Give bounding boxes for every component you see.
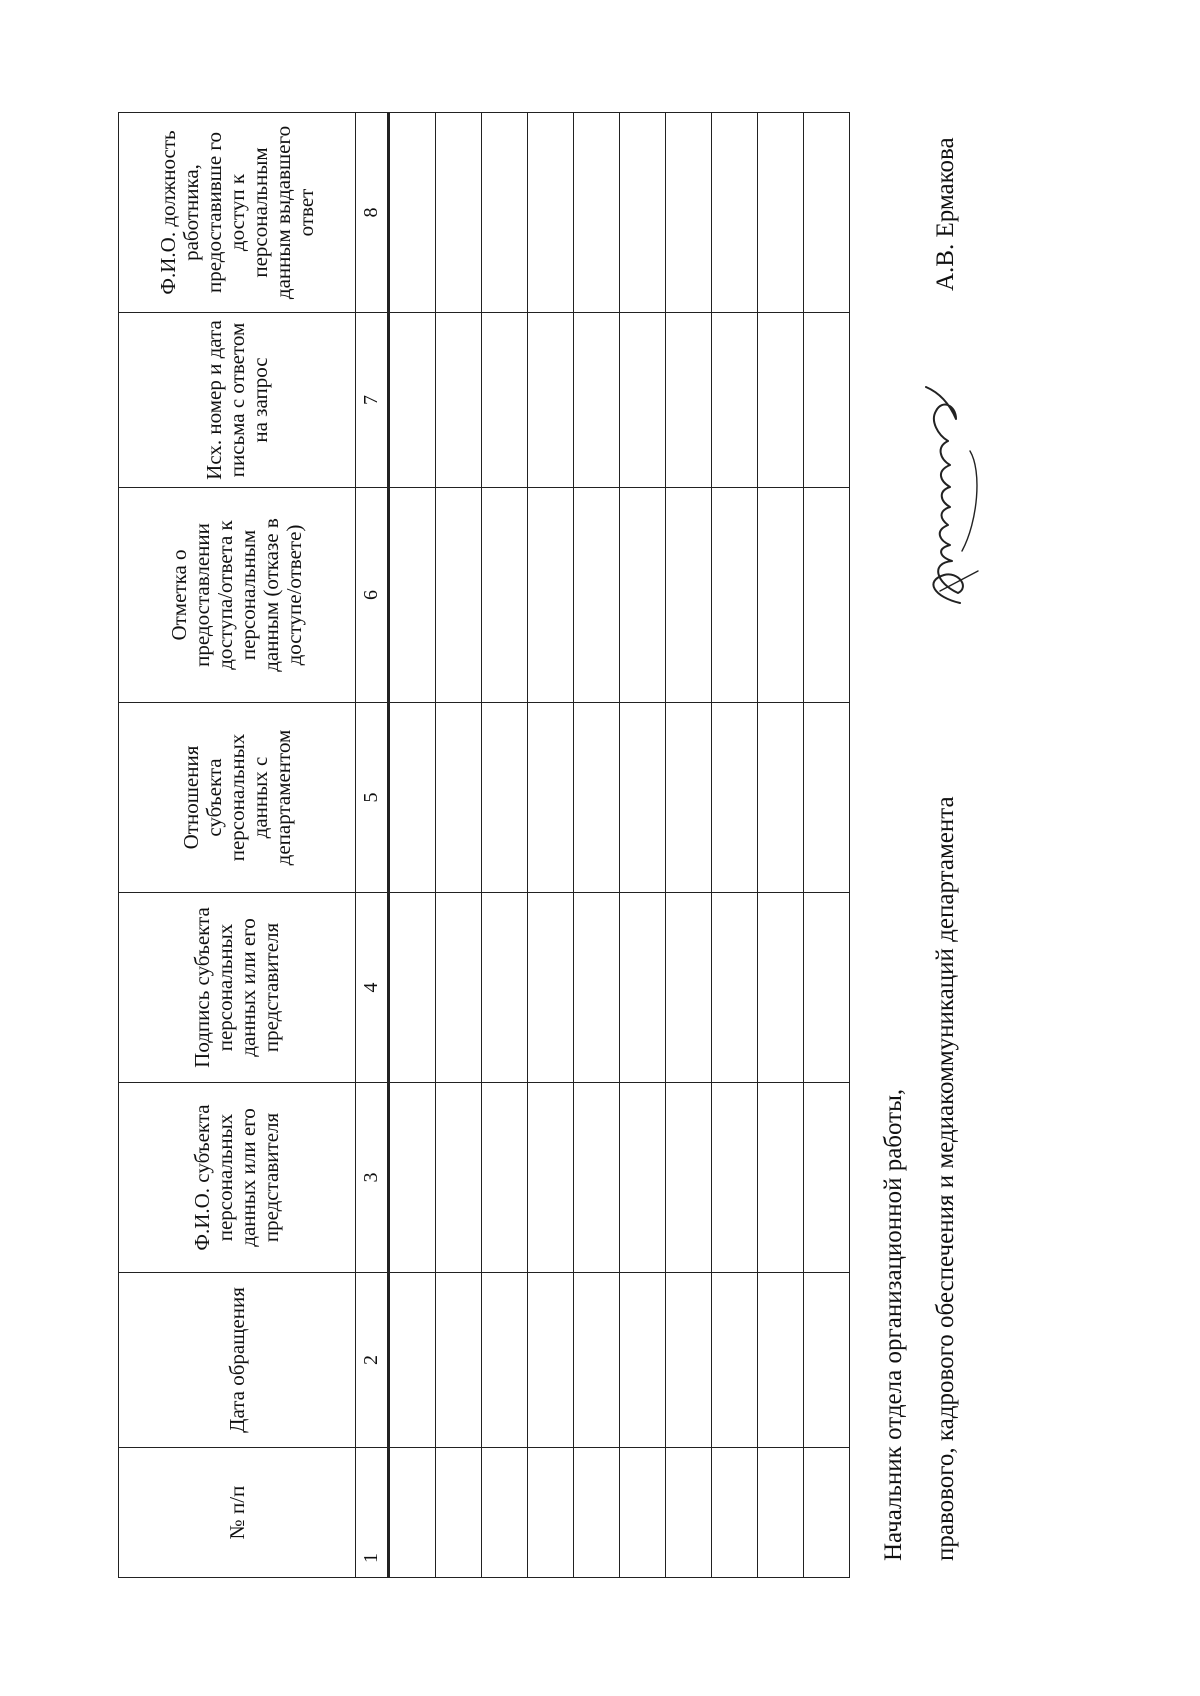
column-number: 8 (356, 113, 389, 313)
table-cell (436, 893, 482, 1083)
table-cell (482, 113, 528, 313)
handwritten-signature (900, 381, 990, 611)
column-number: 6 (356, 488, 389, 703)
table-cell (528, 113, 574, 313)
table-cell (666, 703, 712, 893)
signer-position-line2: правового, кадрового обеспечения и медиакоммуникаций департамента (932, 796, 959, 1561)
table-cell (436, 703, 482, 893)
signer-position-line1: Начальник отдела организационной работы, (880, 1088, 907, 1561)
table-row (666, 113, 712, 1578)
table-cell (620, 313, 666, 488)
table-cell (436, 1083, 482, 1273)
table-cell (389, 703, 436, 893)
table-cell (620, 1273, 666, 1448)
column-number: 2 (356, 1273, 389, 1448)
table-cell (712, 1448, 758, 1578)
header-relationship: Отношения субъекта персональных данных с департаментом (119, 703, 356, 893)
table-cell (528, 1273, 574, 1448)
table-cell (436, 1273, 482, 1448)
table-cell (574, 1083, 620, 1273)
table-cell (758, 1273, 804, 1448)
table-cell (758, 893, 804, 1083)
table-cell (436, 488, 482, 703)
table-cell (482, 488, 528, 703)
table-cell (712, 488, 758, 703)
table-cell (436, 1448, 482, 1578)
table-cell (620, 488, 666, 703)
table-cell (528, 313, 574, 488)
signer-name: А.В. Ермакова (932, 137, 959, 291)
table-cell (666, 488, 712, 703)
table-row (804, 113, 850, 1578)
table-cell (804, 1083, 850, 1273)
table-cell (528, 1083, 574, 1273)
table-cell (389, 113, 436, 313)
table-cell (574, 893, 620, 1083)
table-cell (436, 313, 482, 488)
table-cell (666, 113, 712, 313)
table-cell (804, 893, 850, 1083)
table-cell (436, 113, 482, 313)
table-cell (389, 1273, 436, 1448)
table-cell (666, 1083, 712, 1273)
table-cell (574, 1448, 620, 1578)
table-cell (758, 1448, 804, 1578)
table-cell (712, 1273, 758, 1448)
header-request-date: Дата обращения (119, 1273, 356, 1448)
table-row (620, 113, 666, 1578)
table-cell (389, 313, 436, 488)
column-number: 1 (356, 1448, 389, 1578)
column-number-row (356, 113, 389, 1578)
table-cell (482, 893, 528, 1083)
header-subject-name: Ф.И.О. субъекта персональных данных или его представителя (119, 1083, 356, 1273)
column-number: 3 (356, 1083, 389, 1273)
table-cell (389, 893, 436, 1083)
table-row (528, 113, 574, 1578)
table-cell (482, 1273, 528, 1448)
table-cell (574, 113, 620, 313)
table-cell (620, 893, 666, 1083)
table-cell (804, 313, 850, 488)
table-header-row (119, 113, 356, 1578)
table-cell (804, 703, 850, 893)
table-cell (712, 113, 758, 313)
table-cell (482, 1448, 528, 1578)
table-row (712, 113, 758, 1578)
table-cell (758, 1083, 804, 1273)
header-employee: Ф.И.О. должность работника, предоставивше го доступ к персональным данным выдавшего ответ (119, 113, 356, 313)
table-row (574, 113, 620, 1578)
table-cell (804, 1448, 850, 1578)
table-cell (482, 313, 528, 488)
table-cell (804, 488, 850, 703)
table-cell (804, 113, 850, 313)
table-cell (620, 113, 666, 313)
header-subject-signature: Подпись субъекта персональных данных или его представителя (119, 893, 356, 1083)
table-cell (528, 893, 574, 1083)
table-cell (574, 488, 620, 703)
table-cell (666, 1448, 712, 1578)
column-number: 5 (356, 703, 389, 893)
table-cell (574, 1273, 620, 1448)
table-cell (574, 313, 620, 488)
table-row (436, 113, 482, 1578)
table-cell (666, 1273, 712, 1448)
table-cell (758, 313, 804, 488)
table-row (389, 113, 436, 1578)
table-row (758, 113, 804, 1578)
table-cell (758, 113, 804, 313)
table-cell (804, 1273, 850, 1448)
header-number: № п/п (119, 1448, 356, 1578)
header-outgoing-letter: Исх. номер и дата письма с ответом на запрос (119, 313, 356, 488)
table-cell (666, 893, 712, 1083)
column-number: 7 (356, 313, 389, 488)
table-cell (758, 488, 804, 703)
table-cell (712, 313, 758, 488)
table-cell (620, 1083, 666, 1273)
table-cell (620, 703, 666, 893)
table-cell (389, 1083, 436, 1273)
table-cell (758, 703, 804, 893)
table-cell (620, 1448, 666, 1578)
table-row (482, 113, 528, 1578)
column-number: 4 (356, 893, 389, 1083)
table-cell (666, 313, 712, 488)
table-cell (712, 1083, 758, 1273)
header-access-mark: Отметка о предоставлении доступа/ответа к персональным данным (отказе в доступе/ответе) (119, 488, 356, 703)
table-cell (482, 1083, 528, 1273)
table-cell (574, 703, 620, 893)
table-cell (712, 893, 758, 1083)
access-log-table (118, 112, 850, 1578)
table-cell (528, 1448, 574, 1578)
table-cell (389, 1448, 436, 1578)
table-cell (528, 488, 574, 703)
table-cell (482, 703, 528, 893)
table-cell (712, 703, 758, 893)
table-cell (389, 488, 436, 703)
table-cell (528, 703, 574, 893)
